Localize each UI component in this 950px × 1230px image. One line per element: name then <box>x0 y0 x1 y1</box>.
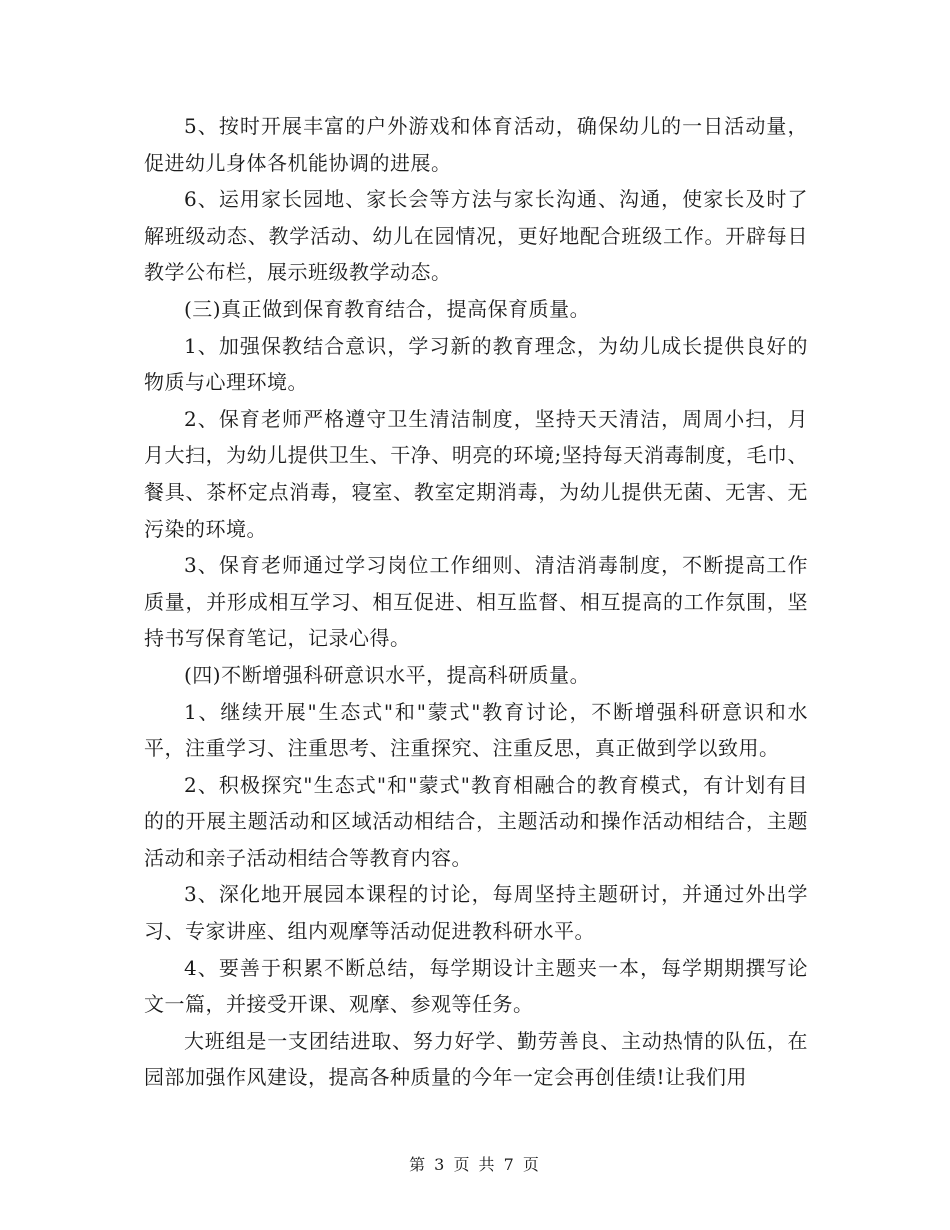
section-heading-3: (三)真正做到保育教育结合，提高保育质量。 <box>184 296 591 321</box>
paragraph-item-1: 1、加强保教结合意识，学习新的教育理念，为幼儿成长提供良好的物质与心理环境。 <box>144 333 808 395</box>
paragraph-item-2: 2、保育老师严格遵守卫生清洁制度，坚持天天清洁，周周小扫，月月大扫，为幼儿提供卫生、干净、明亮的环境;坚持每天消毒制度，毛巾、餐具、茶杯定点消毒，寝室、教室定期消毒，为幼儿提供无菌、无害、无污染的环境。 <box>144 406 808 541</box>
closing-paragraph: 大班组是一支团结进取、努力好学、勤劳善良、主动热情的队伍，在园部加强作风建设，提高各种质量的今年一定会再创佳绩!让我们用 <box>144 1028 808 1090</box>
paragraph-item-3: 3、保育老师通过学习岗位工作细则、清洁消毒制度，不断提高工作质量，并形成相互学习、相互促进、相互监督、相互提高的工作氛围，坚持书写保育笔记，记录心得。 <box>144 553 808 651</box>
paragraph-item-3: 3、深化地开展园本课程的讨论，每周坚持主题研讨，并通过外出学习、专家讲座、组内观摩等活动促进教科研水平。 <box>144 882 808 944</box>
paragraph-item-1: 1、继续开展"生态式"和"蒙式"教育讨论，不断增强科研意识和水平，注重学习、注重思考、注重探究、注重反思，真正做到学以致用。 <box>144 699 808 761</box>
section-heading-4: (四)不断增强科研意识水平，提高科研质量。 <box>184 662 591 687</box>
paragraph-item-5: 5、按时开展丰富的户外游戏和体育活动，确保幼儿的一日活动量，促进幼儿身体各机能协调的进展。 <box>144 114 808 175</box>
paragraph-item-6: 6、运用家长园地、家长会等方法与家长沟通、沟通，使家长及时了解班级动态、教学活动、幼儿在园情况，更好地配合班级工作。开辟每日教学公布栏，展示班级教学动态。 <box>144 187 808 285</box>
page-number-footer: 第 3 页 共 7 页 <box>409 1155 541 1174</box>
paragraph-item-2: 2、积极探究"生态式"和"蒙式"教育相融合的教育模式，有计划有目的的开展主题活动和区域活动相结合，主题活动和操作活动相结合，主题活动和亲子活动相结合等教育内容。 <box>144 772 808 870</box>
paragraph-item-4: 4、要善于积累不断总结，每学期设计主题夹一本，每学期期撰写论文一篇，并接受开课、观摩、参观等任务。 <box>144 955 808 1017</box>
document-body <box>144 108 808 1096</box>
